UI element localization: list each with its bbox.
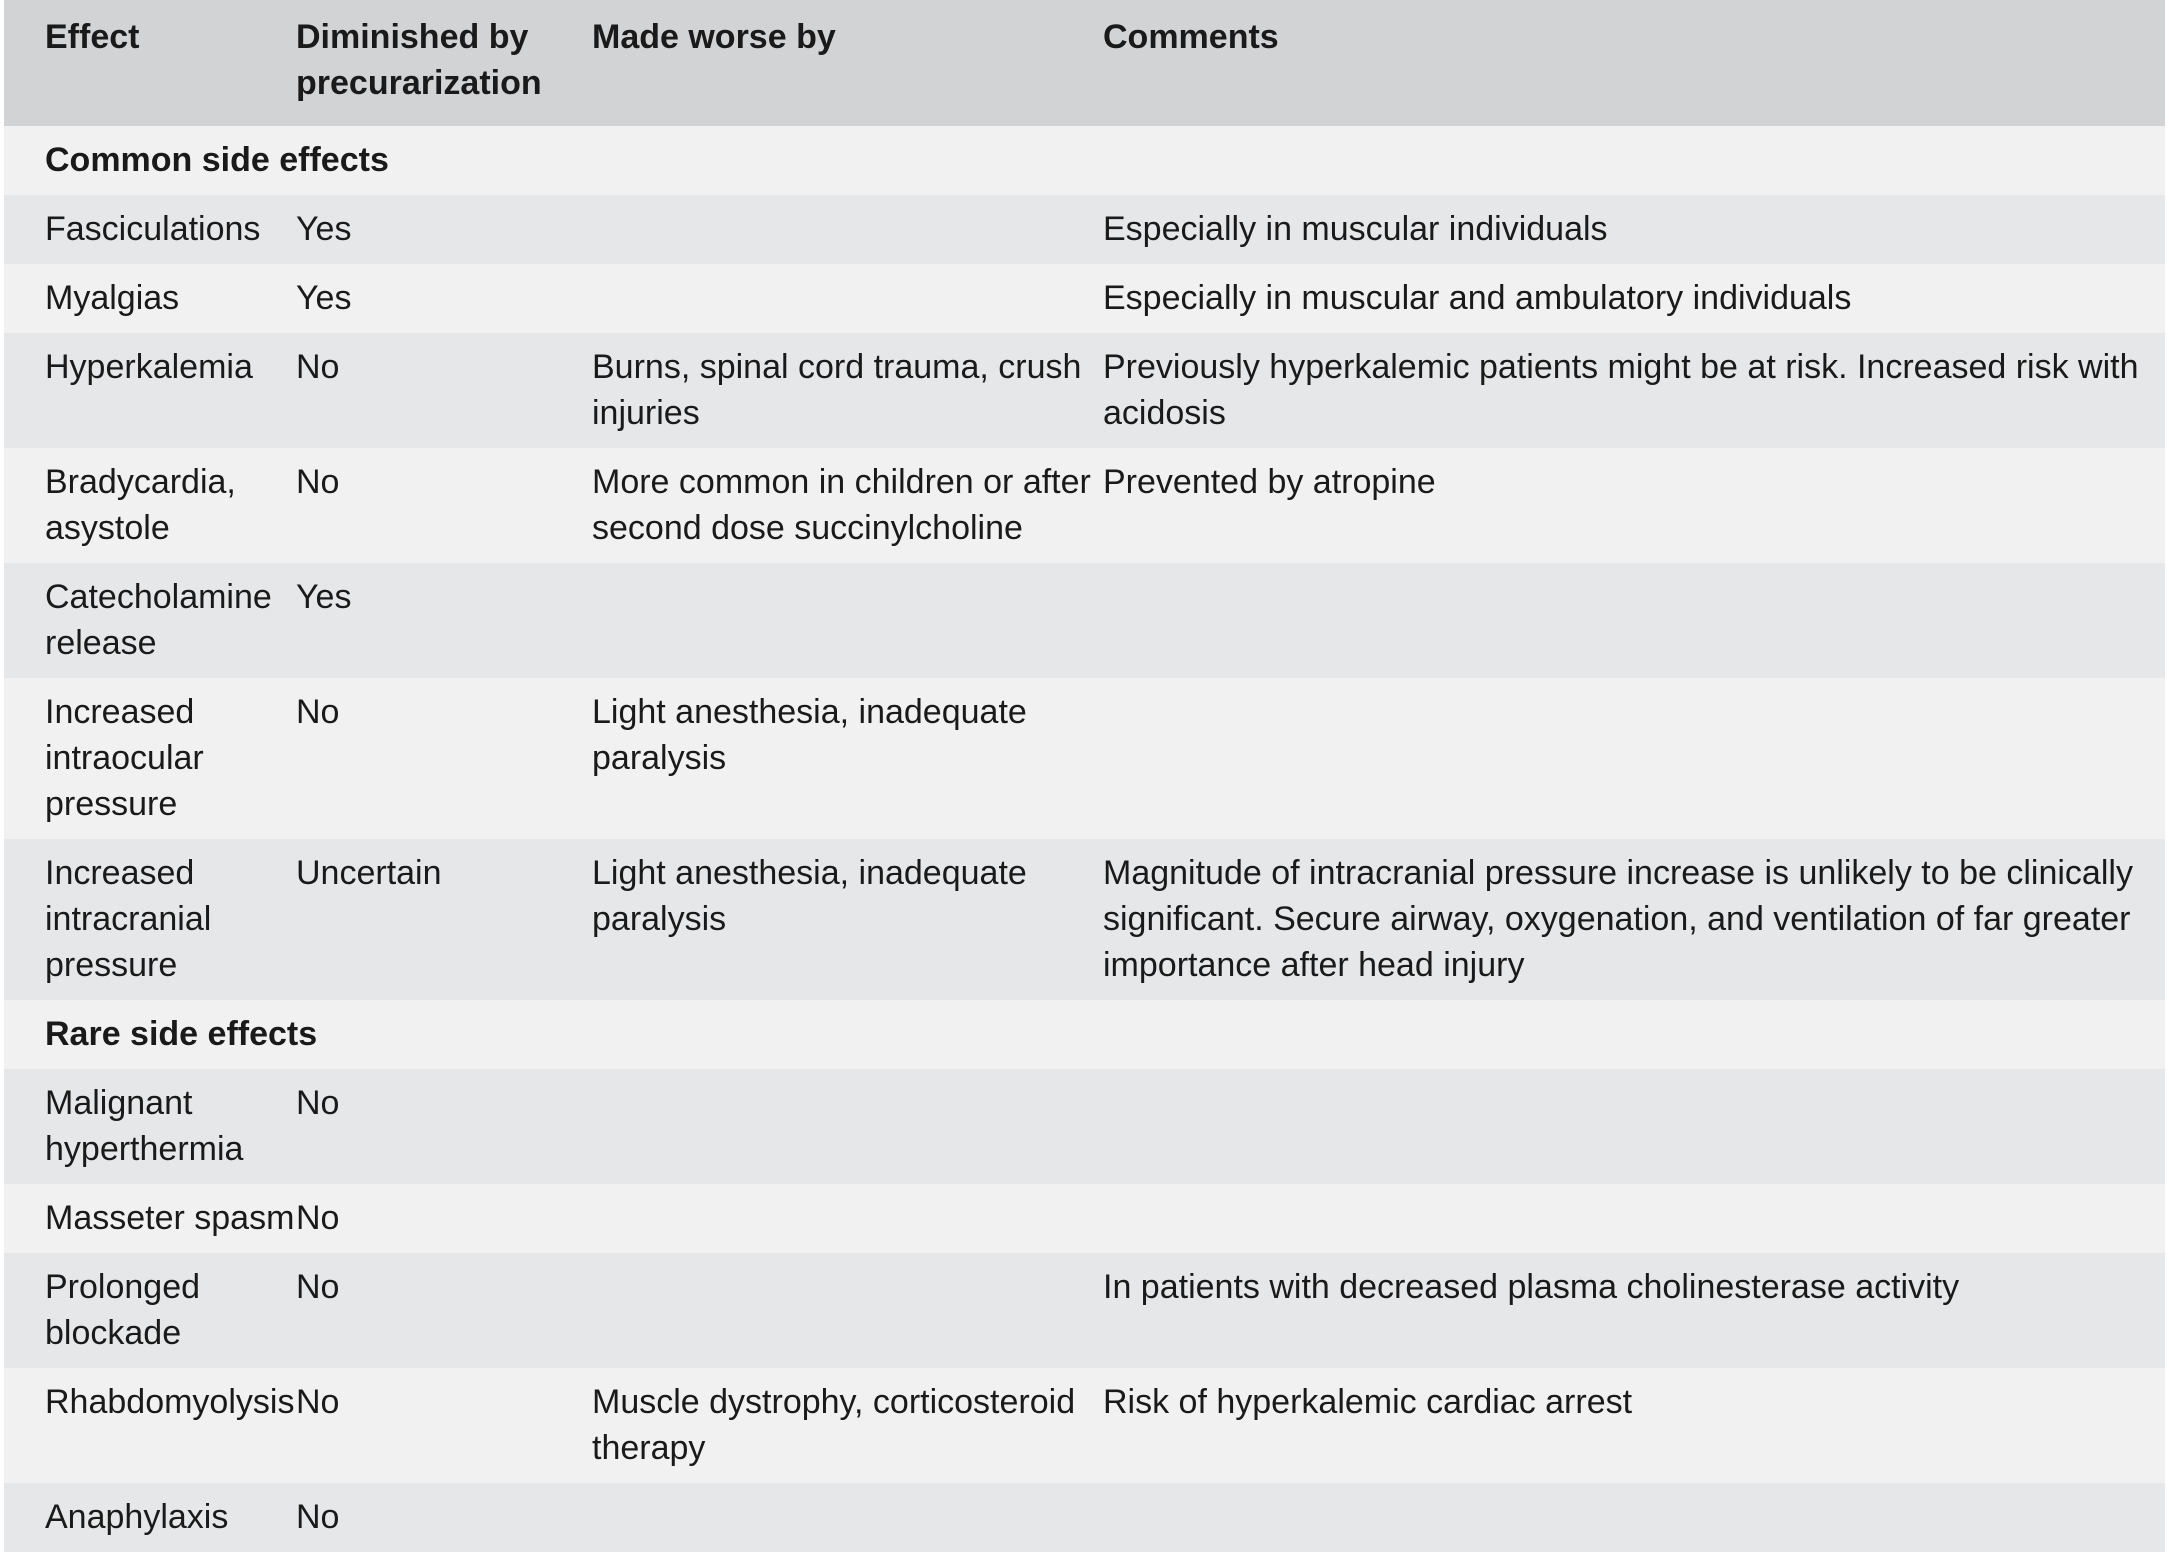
cell-comments: Especially in muscular and ambulatory individuals [1103, 279, 1852, 317]
cell-comments [1103, 1483, 2165, 1552]
cell-diminished: No [296, 693, 340, 731]
cell-diminished: No [296, 463, 340, 501]
cell-made-worse-by [592, 1253, 1103, 1368]
section-row-common [4, 126, 2165, 195]
cell-comments [1103, 563, 2165, 678]
table-row [4, 195, 2165, 264]
cell-comments [1103, 1069, 2165, 1184]
cell-made-worse-by [592, 563, 1103, 678]
cell-effect: Hyperkalemia [45, 348, 253, 386]
side-effects-table-container [4, 0, 2165, 1552]
table-row [4, 264, 2165, 333]
table-header [4, 0, 2165, 126]
cell-comments: Prevented by atropine [1103, 463, 1436, 501]
cell-comments: Previously hyperkalemic patients might be at risk. Increased risk with acidosis [1103, 348, 2139, 432]
cell-made-worse-by: More common in children or after second dose succinylcholine [592, 463, 1091, 547]
cell-effect: Increased intracranial pressure [45, 854, 212, 984]
cell-effect: Anaphylaxis [45, 1498, 229, 1536]
header-made-worse-by: Made worse by [592, 18, 836, 56]
cell-made-worse-by: Light anesthesia, inadequate paralysis [592, 693, 1027, 777]
table-row [4, 839, 2165, 1000]
cell-made-worse-by: Light anesthesia, inadequate paralysis [592, 854, 1027, 938]
table-row [4, 1253, 2165, 1368]
cell-diminished: No [296, 1498, 340, 1536]
cell-diminished: No [296, 1383, 340, 1421]
cell-made-worse-by: Burns, spinal cord trauma, crush injuries [592, 348, 1082, 432]
table-row [4, 678, 2165, 839]
cell-diminished: Yes [296, 578, 352, 616]
cell-comments: In patients with decreased plasma cholinesterase activity [1103, 1268, 1960, 1306]
cell-made-worse-by [592, 1184, 1103, 1253]
table-row [4, 563, 2165, 678]
cell-effect: Masseter spasm [45, 1199, 295, 1237]
cell-effect: Catecholamine release [45, 578, 272, 662]
header-diminished: Diminished by precurarization [296, 18, 542, 102]
section-label-rare: Rare side effects [45, 1015, 318, 1053]
cell-diminished: No [296, 1084, 340, 1122]
header-comments: Comments [1103, 18, 1279, 56]
cell-comments: Risk of hyperkalemic cardiac arrest [1103, 1383, 1633, 1421]
cell-made-worse-by [592, 264, 1103, 333]
table-row [4, 448, 2165, 563]
cell-diminished: Yes [296, 210, 352, 248]
header-effect: Effect [45, 18, 140, 56]
cell-comments [1103, 678, 2165, 839]
cell-made-worse-by [592, 1069, 1103, 1184]
cell-effect: Bradycardia, asystole [45, 463, 236, 547]
cell-effect: Malignant hyperthermia [45, 1084, 244, 1168]
cell-diminished: Uncertain [296, 854, 442, 892]
cell-effect: Prolonged blockade [45, 1268, 201, 1352]
cell-effect: Fasciculations [45, 210, 261, 248]
cell-comments [1103, 1184, 2165, 1253]
section-row-rare [4, 1000, 2165, 1069]
cell-made-worse-by [592, 1483, 1103, 1552]
cell-made-worse-by [592, 195, 1103, 264]
table-row [4, 1184, 2165, 1253]
table-row [4, 1368, 2165, 1483]
section-label-common: Common side effects [45, 141, 389, 179]
cell-effect: Myalgias [45, 279, 180, 317]
table-row [4, 1069, 2165, 1184]
cell-comments: Magnitude of intracranial pressure increase is unlikely to be clinically significant. Secure airway, oxygenation, and ventilation of far greater importance after head injury [1103, 854, 2133, 984]
table-row [4, 333, 2165, 448]
header-row [4, 0, 2165, 126]
table-row [4, 1483, 2165, 1552]
cell-comments: Especially in muscular individuals [1103, 210, 1608, 248]
cell-effect: Increased intraocular pressure [45, 693, 204, 823]
cell-diminished: Yes [296, 279, 352, 317]
side-effects-table [4, 0, 2165, 1552]
cell-made-worse-by: Muscle dystrophy, corticosteroid therapy [592, 1383, 1076, 1467]
cell-effect: Rhabdomyolysis [45, 1383, 295, 1421]
table-body [4, 126, 2165, 1552]
cell-diminished: No [296, 1268, 340, 1306]
cell-diminished: No [296, 1199, 340, 1237]
cell-diminished: No [296, 348, 340, 386]
